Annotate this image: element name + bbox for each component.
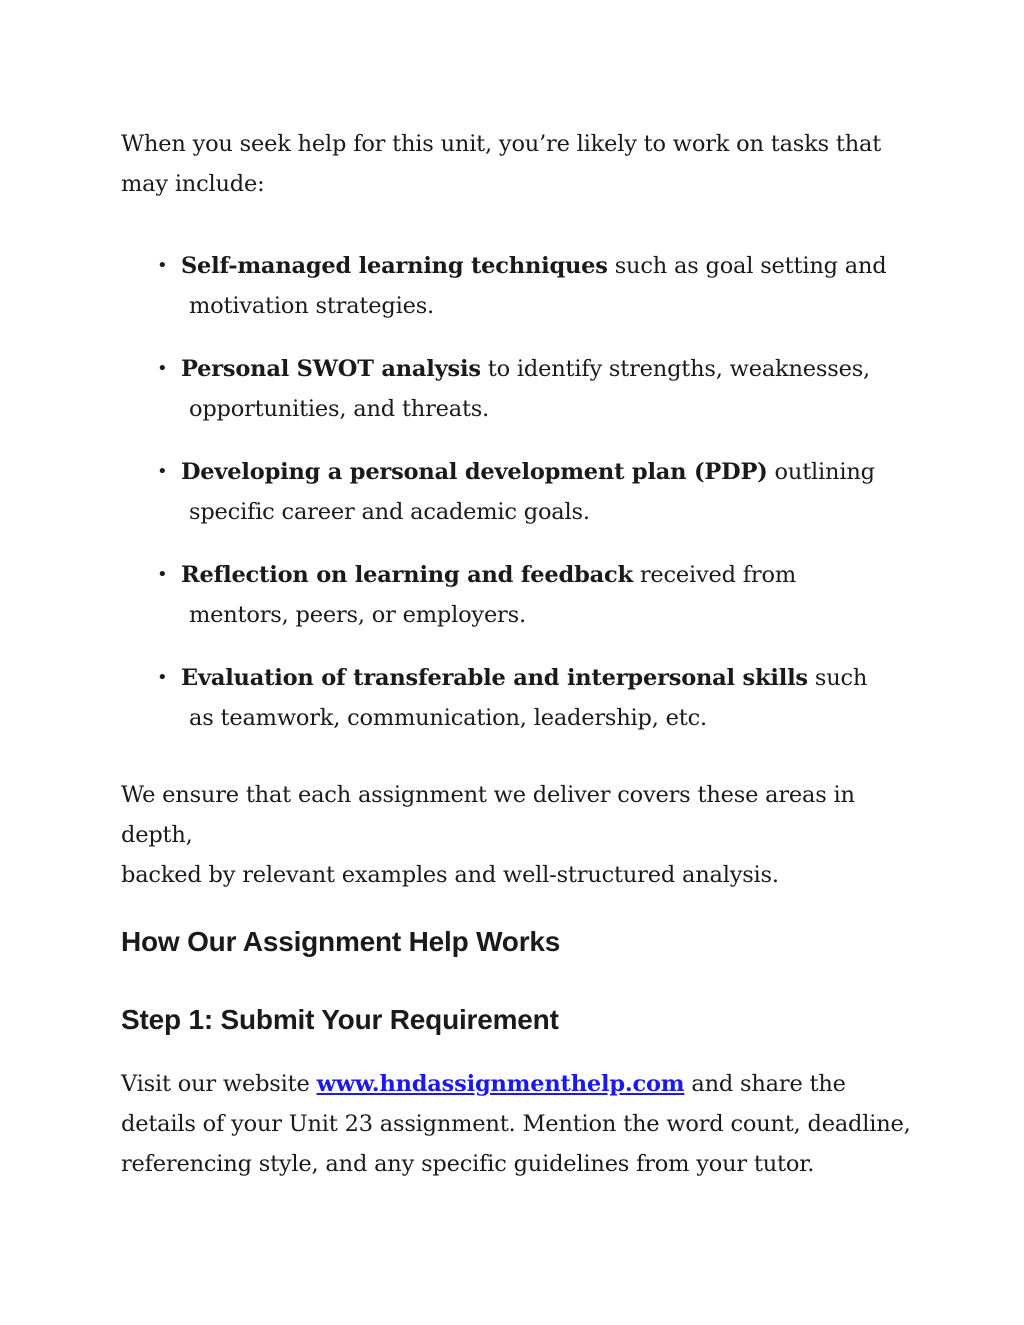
website-link[interactable]: www.hndassignmenthelp.com — [316, 1071, 685, 1097]
closing-line-1: We ensure that each assignment we deliver covers these areas in depth, — [121, 782, 855, 848]
task-continuation: as teamwork, communication, leadership, etc. — [189, 705, 707, 731]
intro-line-1: When you seek help for this unit, you’re likely to work on tasks that — [121, 131, 882, 157]
list-item — [121, 349, 921, 429]
bullet-icon: • — [157, 667, 168, 688]
task-text: to identify strengths, weaknesses, — [480, 356, 870, 382]
task-continuation: specific career and academic goals. — [189, 499, 590, 525]
list-item — [121, 452, 921, 532]
bullet-icon: • — [157, 255, 168, 276]
visit-line-2: details of your Unit 23 assignment. Mention the word count, deadline, — [121, 1111, 911, 1137]
task-list — [121, 246, 921, 738]
visit-text-before: Visit our website — [121, 1071, 317, 1097]
visit-line-3: referencing style, and any specific guidelines from your tutor. — [121, 1151, 815, 1177]
task-title: Developing a personal development plan (PDP) — [181, 459, 768, 485]
task-title: Evaluation of transferable and interpersonal skills — [181, 665, 808, 691]
bullet-icon: • — [157, 358, 168, 379]
task-continuation: motivation strategies. — [189, 293, 435, 319]
intro-line-2: may include: — [121, 171, 265, 197]
task-title: Self-managed learning techniques — [181, 253, 608, 279]
list-item — [121, 658, 921, 738]
list-item — [121, 246, 921, 326]
closing-line-2: backed by relevant examples and well-structured analysis. — [121, 862, 779, 888]
bullet-icon: • — [157, 461, 168, 482]
intro-paragraph — [121, 124, 921, 204]
document-page — [121, 124, 921, 1184]
task-title: Personal SWOT analysis — [181, 356, 481, 382]
task-text: such as goal setting and — [607, 253, 887, 279]
step-1-heading: Step 1: Submit Your Requirement — [121, 1004, 559, 1035]
visit-paragraph — [121, 1064, 921, 1184]
task-text: such — [807, 665, 868, 691]
visit-text-after: and share the — [684, 1071, 846, 1097]
task-text: outlining — [767, 459, 875, 485]
closing-paragraph — [121, 775, 921, 895]
task-text: received from — [632, 562, 796, 588]
task-title: Reflection on learning and feedback — [181, 562, 633, 588]
task-continuation: opportunities, and threats. — [189, 396, 490, 422]
bullet-icon: • — [157, 564, 168, 585]
list-item — [121, 555, 921, 635]
section-heading-how-it-works: How Our Assignment Help Works — [121, 926, 561, 957]
task-continuation: mentors, peers, or employers. — [189, 602, 526, 628]
